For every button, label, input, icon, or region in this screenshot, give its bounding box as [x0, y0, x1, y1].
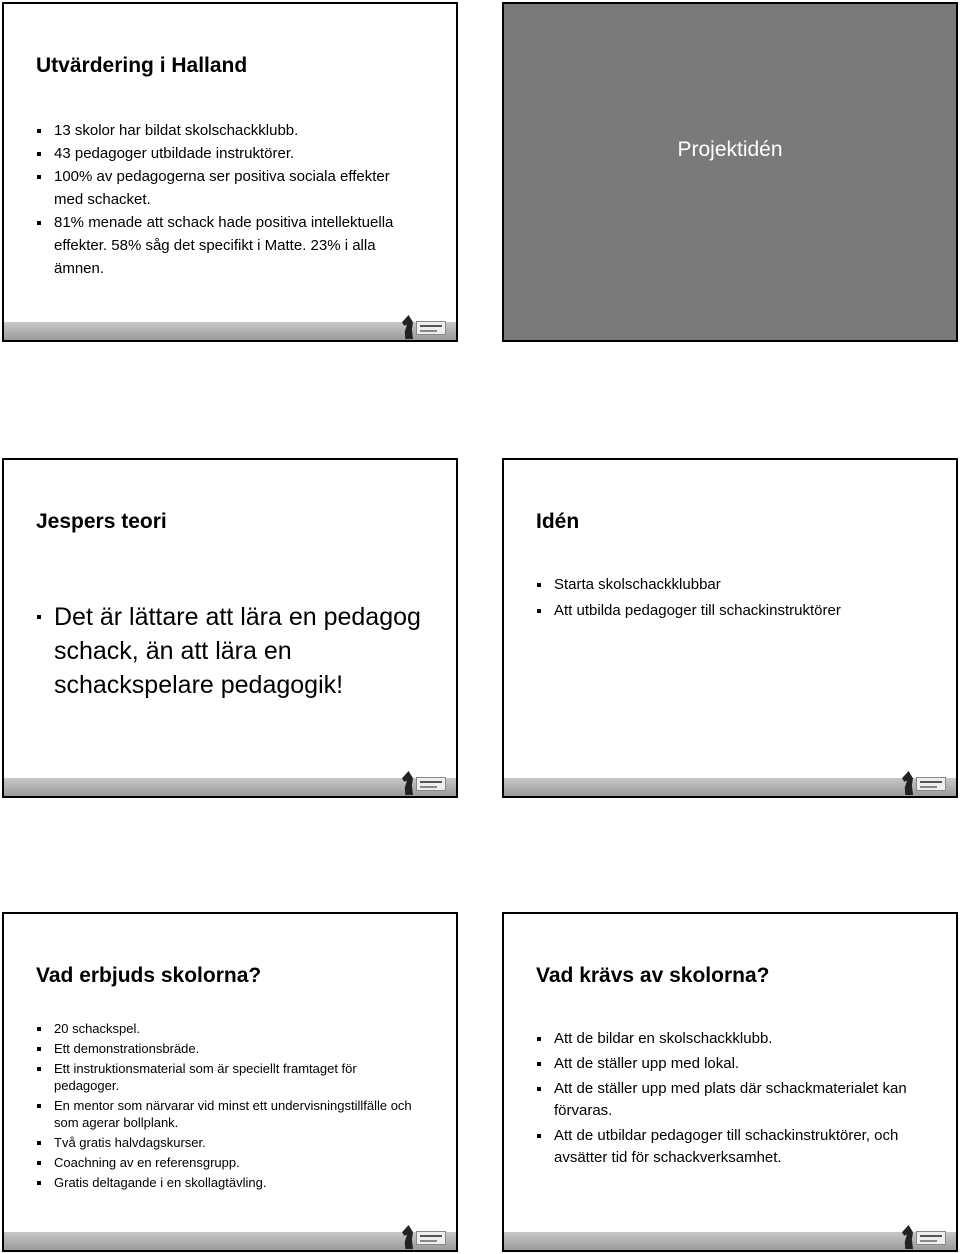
slide-title: Vad krävs av skolorna? [536, 964, 770, 987]
footer-band [4, 1232, 456, 1250]
slide-utvardering [2, 2, 458, 342]
footer-band [504, 1232, 956, 1250]
list-item: 43 pedagoger utbildade instruktörer. [36, 142, 436, 165]
bullet-list [36, 1020, 416, 1191]
list-item: Det är lättare att lära en pedagog schack, än att lära en schackspelare pedagogik! [36, 600, 446, 702]
list-item: 13 skolor har bildat skolschackklubb. [36, 119, 436, 142]
list-item: Att de utbildar pedagoger till schackinstruktörer, och avsätter tid för schackverksamhet. [536, 1125, 936, 1169]
list-item: 20 schackspel. [36, 1020, 416, 1037]
slide-title: Vad erbjuds skolorna? [36, 964, 262, 987]
chess-knight-logo-icon [900, 769, 948, 795]
slide-projektiden [502, 2, 958, 342]
bullet-list [536, 1028, 936, 1169]
slide-jespers-teori [2, 458, 458, 798]
slide-title: Idén [536, 510, 580, 533]
bullet-list [36, 119, 436, 280]
list-item: Att de ställer upp med lokal. [536, 1053, 936, 1075]
slide-title: Jespers teori [36, 510, 167, 533]
slide-vad-kravs [502, 912, 958, 1252]
chess-knight-logo-icon [400, 313, 448, 339]
slide-title: Projektidén [677, 138, 783, 161]
bullet-list [536, 572, 946, 624]
footer-band [4, 778, 456, 796]
list-item: 100% av pedagogerna ser positiva sociala effekter med schacket. [36, 165, 394, 211]
list-item: Gratis deltagande i en skollagtävling. [36, 1174, 416, 1191]
footer-band [504, 778, 956, 796]
list-item: Två gratis halvdagskurser. [36, 1134, 416, 1151]
footer-band [4, 322, 456, 340]
slide-vad-erbjuds [2, 912, 458, 1252]
list-item: Att de bildar en skolschackklubb. [536, 1028, 936, 1050]
list-item: Ett demonstrationsbräde. [36, 1040, 416, 1057]
bullet-list [36, 600, 446, 702]
list-item: 81% menade att schack hade positiva intellektuella effekter. 58% såg det specifikt i Matte. 23% i alla ämnen. [36, 211, 394, 280]
list-item: Starta skolschackklubbar [536, 572, 946, 598]
chess-knight-logo-icon [400, 769, 448, 795]
slide-title: Utvärdering i Halland [36, 54, 248, 77]
slide-iden [502, 458, 958, 798]
list-item: Coachning av en referensgrupp. [36, 1154, 416, 1171]
list-item: En mentor som närvarar vid minst ett undervisningstillfälle och som agerar bollplank. [36, 1097, 416, 1131]
list-item: Ett instruktionsmaterial som är speciellt framtaget för pedagoger. [36, 1060, 416, 1094]
list-item: Att utbilda pedagoger till schackinstruktörer [536, 598, 946, 624]
chess-knight-logo-icon [400, 1223, 448, 1249]
chess-knight-logo-icon [900, 1223, 948, 1249]
list-item: Att de ställer upp med plats där schackmaterialet kan förvaras. [536, 1078, 936, 1122]
